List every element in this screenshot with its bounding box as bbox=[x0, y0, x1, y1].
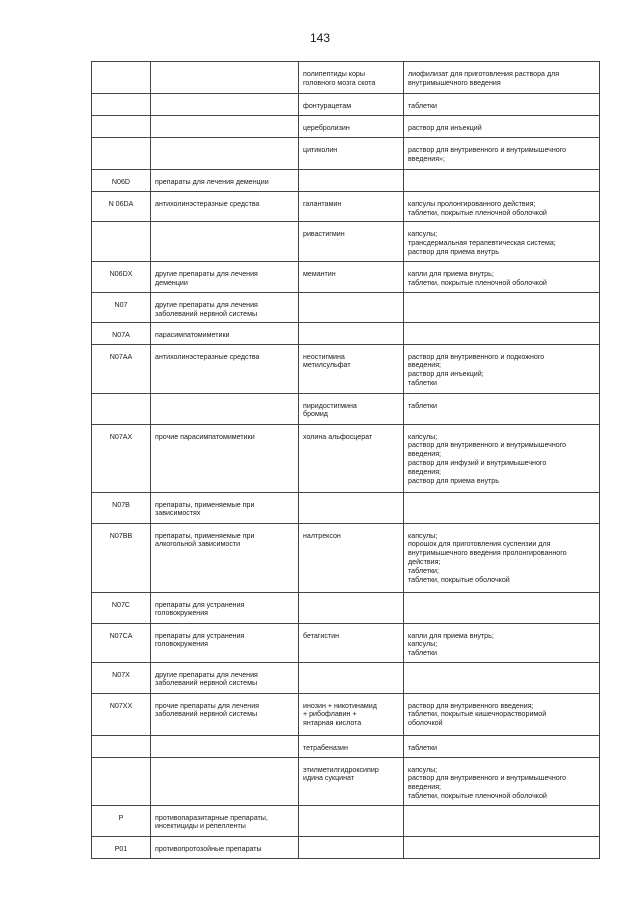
anatomical-group-text-line: препараты для устранения bbox=[155, 631, 245, 640]
table-row bbox=[92, 757, 600, 805]
anatomical-group-cell bbox=[151, 322, 299, 344]
atc-code-cell bbox=[92, 393, 151, 424]
table-row bbox=[92, 222, 600, 262]
dosage-form-text-line: раствор для приема внутрь bbox=[408, 247, 499, 256]
drug-name-cell bbox=[299, 836, 404, 858]
drug-name-cell bbox=[299, 192, 404, 222]
dosage-form-text-line: введения; bbox=[408, 361, 442, 370]
dosage-form-text-line: действия; bbox=[408, 557, 441, 566]
dosage-form-cell bbox=[404, 523, 600, 592]
dosage-form-text-line: таблетки; bbox=[408, 566, 439, 575]
atc-code-cell bbox=[92, 322, 151, 344]
dosage-form-cell bbox=[404, 322, 600, 344]
atc-code-cell bbox=[92, 116, 151, 138]
atc-code-cell bbox=[92, 836, 151, 858]
dosage-form-text-line: капсулы; bbox=[408, 640, 438, 649]
anatomical-group-cell bbox=[151, 662, 299, 693]
drug-name-cell bbox=[299, 170, 404, 192]
dosage-form-text-line: капсулы; bbox=[408, 531, 438, 540]
dosage-form-text-line: таблетки bbox=[408, 743, 438, 752]
anatomical-group-cell bbox=[151, 262, 299, 293]
dosage-form-text-line: раствор для внутривенного и внутримышечного bbox=[408, 441, 567, 450]
atc-code-text-line: N07BB bbox=[109, 531, 133, 540]
atc-code-cell bbox=[92, 805, 151, 836]
table-row bbox=[92, 62, 600, 94]
drug-name-text-line: галантамин bbox=[303, 200, 342, 208]
drug-name-cell bbox=[299, 322, 404, 344]
dosage-form-text-line: введения; bbox=[408, 783, 442, 792]
dosage-form-text-line: таблетки bbox=[408, 401, 438, 410]
drug-name-cell bbox=[299, 757, 404, 805]
anatomical-group-text-line: противопаразитарные препараты, bbox=[155, 813, 268, 822]
atc-code-cell bbox=[92, 94, 151, 116]
anatomical-group-text-line: антихолинэстеразные средства bbox=[155, 200, 260, 208]
drug-name-cell bbox=[299, 805, 404, 836]
atc-code-text-line: N07CA bbox=[109, 631, 133, 640]
anatomical-group-cell bbox=[151, 424, 299, 492]
anatomical-group-text-line: головокружения bbox=[155, 640, 209, 649]
atc-code-cell bbox=[92, 662, 151, 693]
anatomical-group-cell bbox=[151, 492, 299, 523]
anatomical-group-cell bbox=[151, 393, 299, 424]
anatomical-group-text-line: деменции bbox=[155, 278, 188, 287]
table-row bbox=[92, 523, 600, 592]
anatomical-group-text-line: парасимпатомиметики bbox=[155, 330, 230, 339]
dosage-form-cell bbox=[404, 293, 600, 323]
dosage-form-text-line: таблетки bbox=[408, 649, 438, 658]
anatomical-group-cell bbox=[151, 344, 299, 393]
anatomical-group-text-line: алкогольной зависимости bbox=[155, 540, 241, 549]
dosage-form-text-line: капсулы; bbox=[408, 230, 438, 238]
table-row bbox=[92, 192, 600, 222]
dosage-form-cell bbox=[404, 492, 600, 523]
atc-code-cell bbox=[92, 592, 151, 623]
dosage-form-cell bbox=[404, 424, 600, 492]
table-row bbox=[92, 322, 600, 344]
anatomical-group-cell bbox=[151, 523, 299, 592]
anatomical-group-text-line: другие препараты для лечения bbox=[155, 301, 258, 309]
dosage-form-text-line: таблетки, покрытые пленочной оболочкой bbox=[408, 208, 547, 217]
anatomical-group-text-line: другие препараты для лечения bbox=[155, 670, 258, 679]
anatomical-group-cell bbox=[151, 836, 299, 858]
table-row bbox=[92, 805, 600, 836]
atc-code-text-line: N06DX bbox=[109, 270, 133, 278]
anatomical-group-text-line: зависимостях bbox=[155, 509, 201, 518]
drug-name-cell bbox=[299, 424, 404, 492]
drug-name-text-line: этилметилгидроксипир bbox=[303, 765, 379, 774]
dosage-form-cell bbox=[404, 222, 600, 262]
drug-name-cell bbox=[299, 94, 404, 116]
dosage-form-cell bbox=[404, 116, 600, 138]
anatomical-group-text-line: противопротозойные препараты bbox=[155, 844, 262, 853]
atc-code-text-line: N07A bbox=[112, 330, 130, 339]
anatomical-group-cell bbox=[151, 693, 299, 735]
atc-code-cell bbox=[92, 623, 151, 662]
dosage-form-text-line: раствор для инъекций bbox=[408, 124, 482, 132]
dosage-form-text-line: раствор для инъекций; bbox=[408, 370, 484, 379]
anatomical-group-cell bbox=[151, 592, 299, 623]
drug-name-text-line: налтрексон bbox=[303, 531, 341, 540]
dosage-form-cell bbox=[404, 735, 600, 757]
table-row bbox=[92, 623, 600, 662]
drug-name-text-line: идина сукцинат bbox=[303, 774, 355, 783]
dosage-form-text-line: введения»; bbox=[408, 154, 445, 163]
table-row bbox=[92, 592, 600, 623]
dosage-form-text-line: таблетки, покрытые оболочкой bbox=[408, 575, 510, 584]
table-body bbox=[92, 62, 600, 859]
dosage-form-text-line: раствор для внутривенного введения; bbox=[408, 701, 534, 710]
drug-name-cell bbox=[299, 393, 404, 424]
anatomical-group-cell bbox=[151, 62, 299, 94]
drug-name-cell bbox=[299, 262, 404, 293]
dosage-form-text-line: введения; bbox=[408, 467, 442, 476]
dosage-form-cell bbox=[404, 170, 600, 192]
dosage-form-cell bbox=[404, 344, 600, 393]
anatomical-group-cell bbox=[151, 138, 299, 170]
table-row bbox=[92, 836, 600, 858]
atc-code-text-line: P bbox=[118, 813, 124, 822]
atc-code-cell bbox=[92, 735, 151, 757]
anatomical-group-cell bbox=[151, 94, 299, 116]
dosage-form-text-line: раствор для инфузий и внутримышечного bbox=[408, 458, 547, 467]
drug-name-cell bbox=[299, 662, 404, 693]
dosage-form-text-line: таблетки bbox=[408, 102, 438, 110]
table-row bbox=[92, 735, 600, 757]
dosage-form-text-line: капсулы пролонгированного действия; bbox=[408, 200, 536, 208]
drug-name-text-line: неостигмина bbox=[303, 352, 345, 361]
atc-code-text-line: N07B bbox=[112, 500, 130, 509]
dosage-form-cell bbox=[404, 393, 600, 424]
drug-name-text-line: бетагистин bbox=[303, 631, 340, 640]
dosage-form-text-line: лиофилизат для приготовления раствора для bbox=[408, 70, 560, 78]
table-row bbox=[92, 393, 600, 424]
atc-code-cell bbox=[92, 192, 151, 222]
anatomical-group-cell bbox=[151, 757, 299, 805]
dosage-form-text-line: капсулы; bbox=[408, 432, 438, 441]
drug-name-text-line: янтарная кислота bbox=[303, 719, 362, 728]
atc-code-text-line: N07XX bbox=[109, 701, 133, 710]
atc-code-cell bbox=[92, 757, 151, 805]
drug-name-cell bbox=[299, 222, 404, 262]
table-row bbox=[92, 293, 600, 323]
anatomical-group-cell bbox=[151, 805, 299, 836]
atc-code-text-line: N07X bbox=[112, 670, 130, 679]
anatomical-group-text-line: препараты, применяемые при bbox=[155, 531, 255, 540]
anatomical-group-text-line: головокружения bbox=[155, 609, 209, 618]
atc-code-cell bbox=[92, 344, 151, 393]
dosage-form-text-line: раствор для внутривенного и внутримышечного bbox=[408, 774, 567, 783]
drug-name-cell bbox=[299, 116, 404, 138]
atc-code-cell bbox=[92, 222, 151, 262]
table-row bbox=[92, 138, 600, 170]
dosage-form-text-line: раствор для внутривенного и внутримышечного bbox=[408, 146, 567, 154]
anatomical-group-text-line: заболеваний нервной системы bbox=[155, 309, 258, 318]
dosage-form-text-line: капли для приема внутрь; bbox=[408, 270, 494, 278]
drug-name-text-line: метилсульфат bbox=[303, 361, 351, 370]
drug-name-text-line: цитиколин bbox=[303, 146, 338, 154]
table-row bbox=[92, 693, 600, 735]
drug-name-cell bbox=[299, 62, 404, 94]
atc-code-text-line: N06D bbox=[111, 178, 131, 186]
anatomical-group-text-line: препараты для устранения bbox=[155, 600, 245, 609]
atc-code-cell bbox=[92, 523, 151, 592]
atc-code-text-line: N07 bbox=[114, 301, 128, 309]
page-number: 143 bbox=[309, 31, 331, 45]
atc-code-cell bbox=[92, 492, 151, 523]
anatomical-group-text-line: препараты для лечения деменции bbox=[155, 178, 269, 186]
atc-code-cell bbox=[92, 62, 151, 94]
dosage-form-cell bbox=[404, 94, 600, 116]
dosage-form-text-line: трансдермальная терапевтическая система; bbox=[408, 238, 556, 247]
anatomical-group-text-line: прочие препараты для лечения bbox=[155, 701, 260, 710]
drug-name-text-line: пиридостигмина bbox=[303, 401, 357, 410]
drug-name-text-line: инозин + никотинамид bbox=[303, 701, 377, 710]
drug-name-text-line: ривастигмин bbox=[303, 230, 345, 238]
dosage-form-text-line: таблетки, покрытые пленочной оболочкой bbox=[408, 278, 547, 287]
drug-name-cell bbox=[299, 138, 404, 170]
anatomical-group-text-line: прочие парасимпатомиметики bbox=[155, 432, 255, 441]
dosage-form-text-line: введения; bbox=[408, 450, 442, 459]
table-row bbox=[92, 424, 600, 492]
dosage-form-cell bbox=[404, 592, 600, 623]
atc-code-cell bbox=[92, 693, 151, 735]
drug-name-cell bbox=[299, 623, 404, 662]
dosage-form-cell bbox=[404, 757, 600, 805]
drug-name-text-line: фонтурацетам bbox=[303, 102, 352, 110]
drug-name-cell bbox=[299, 523, 404, 592]
dosage-form-cell bbox=[404, 138, 600, 170]
anatomical-group-text-line: заболеваний нервной системы bbox=[155, 710, 258, 719]
dosage-form-cell bbox=[404, 662, 600, 693]
drug-name-text-line: церебролизин bbox=[303, 124, 350, 132]
anatomical-group-cell bbox=[151, 222, 299, 262]
dosage-form-text-line: капсулы; bbox=[408, 765, 438, 774]
atc-code-text-line: P01 bbox=[114, 844, 128, 853]
drug-name-text-line: мемантин bbox=[303, 270, 336, 278]
drug-name-cell bbox=[299, 592, 404, 623]
atc-code-text-line: N07C bbox=[111, 600, 131, 609]
dosage-form-cell bbox=[404, 836, 600, 858]
dosage-form-text-line: таблетки, покрытые кишечнорастворимой bbox=[408, 710, 547, 719]
dosage-form-cell bbox=[404, 192, 600, 222]
drug-name-text-line: холина альфосцерат bbox=[303, 432, 373, 441]
drug-name-text-line: головного мозга скота bbox=[303, 78, 376, 87]
table-row bbox=[92, 262, 600, 293]
dosage-form-cell bbox=[404, 262, 600, 293]
anatomical-group-cell bbox=[151, 192, 299, 222]
anatomical-group-cell bbox=[151, 623, 299, 662]
atc-code-text-line: N07AX bbox=[109, 432, 133, 441]
anatomical-group-cell bbox=[151, 116, 299, 138]
atc-code-cell bbox=[92, 293, 151, 323]
table-row bbox=[92, 492, 600, 523]
atc-code-text-line: N07AA bbox=[109, 352, 133, 361]
dosage-form-cell bbox=[404, 805, 600, 836]
atc-code-text-line: N 06DA bbox=[108, 200, 134, 208]
dosage-form-text-line: порошок для приготовления суспензии для bbox=[408, 540, 551, 549]
table-row bbox=[92, 94, 600, 116]
drug-name-cell bbox=[299, 492, 404, 523]
anatomical-group-cell bbox=[151, 170, 299, 192]
dosage-form-text-line: внутримышечного введения пролонгированного bbox=[408, 549, 567, 558]
dosage-form-text-line: оболочкой bbox=[408, 719, 443, 728]
table-row bbox=[92, 116, 600, 138]
dosage-form-cell bbox=[404, 693, 600, 735]
dosage-form-text-line: раствор для внутривенного и подкожного bbox=[408, 352, 545, 361]
drug-name-cell bbox=[299, 293, 404, 323]
table-row bbox=[92, 662, 600, 693]
anatomical-group-text-line: заболеваний нервной системы bbox=[155, 679, 258, 688]
dosage-form-text-line: таблетки bbox=[408, 378, 438, 387]
dosage-form-text-line: таблетки, покрытые пленочной оболочкой bbox=[408, 791, 547, 800]
dosage-form-text-line: капли для приема внутрь; bbox=[408, 631, 494, 640]
anatomical-group-cell bbox=[151, 293, 299, 323]
drug-name-text-line: тетрабеназин bbox=[303, 743, 348, 752]
table-row bbox=[92, 344, 600, 393]
drug-name-text-line: полипептиды коры bbox=[303, 70, 365, 78]
anatomical-group-cell bbox=[151, 735, 299, 757]
anatomical-group-text-line: антихолинэстеразные средства bbox=[155, 352, 260, 361]
dosage-form-text-line: внутримышечного введения bbox=[408, 78, 501, 87]
drug-name-text-line: + рибофлавин + bbox=[303, 710, 357, 719]
atc-code-cell bbox=[92, 138, 151, 170]
dosage-form-text-line: раствор для приема внутрь bbox=[408, 476, 499, 485]
drug-name-text-line: бромид bbox=[303, 410, 328, 419]
dosage-form-cell bbox=[404, 623, 600, 662]
atc-code-cell bbox=[92, 170, 151, 192]
atc-code-cell bbox=[92, 424, 151, 492]
drug-classification-table bbox=[91, 61, 600, 859]
drug-name-cell bbox=[299, 693, 404, 735]
dosage-form-cell bbox=[404, 62, 600, 94]
drug-name-cell bbox=[299, 344, 404, 393]
drug-name-cell bbox=[299, 735, 404, 757]
anatomical-group-text-line: препараты, применяемые при bbox=[155, 500, 255, 509]
table-row bbox=[92, 170, 600, 192]
anatomical-group-text-line: инсектициды и репелленты bbox=[155, 822, 246, 831]
atc-code-cell bbox=[92, 262, 151, 293]
anatomical-group-text-line: другие препараты для лечения bbox=[155, 270, 258, 278]
